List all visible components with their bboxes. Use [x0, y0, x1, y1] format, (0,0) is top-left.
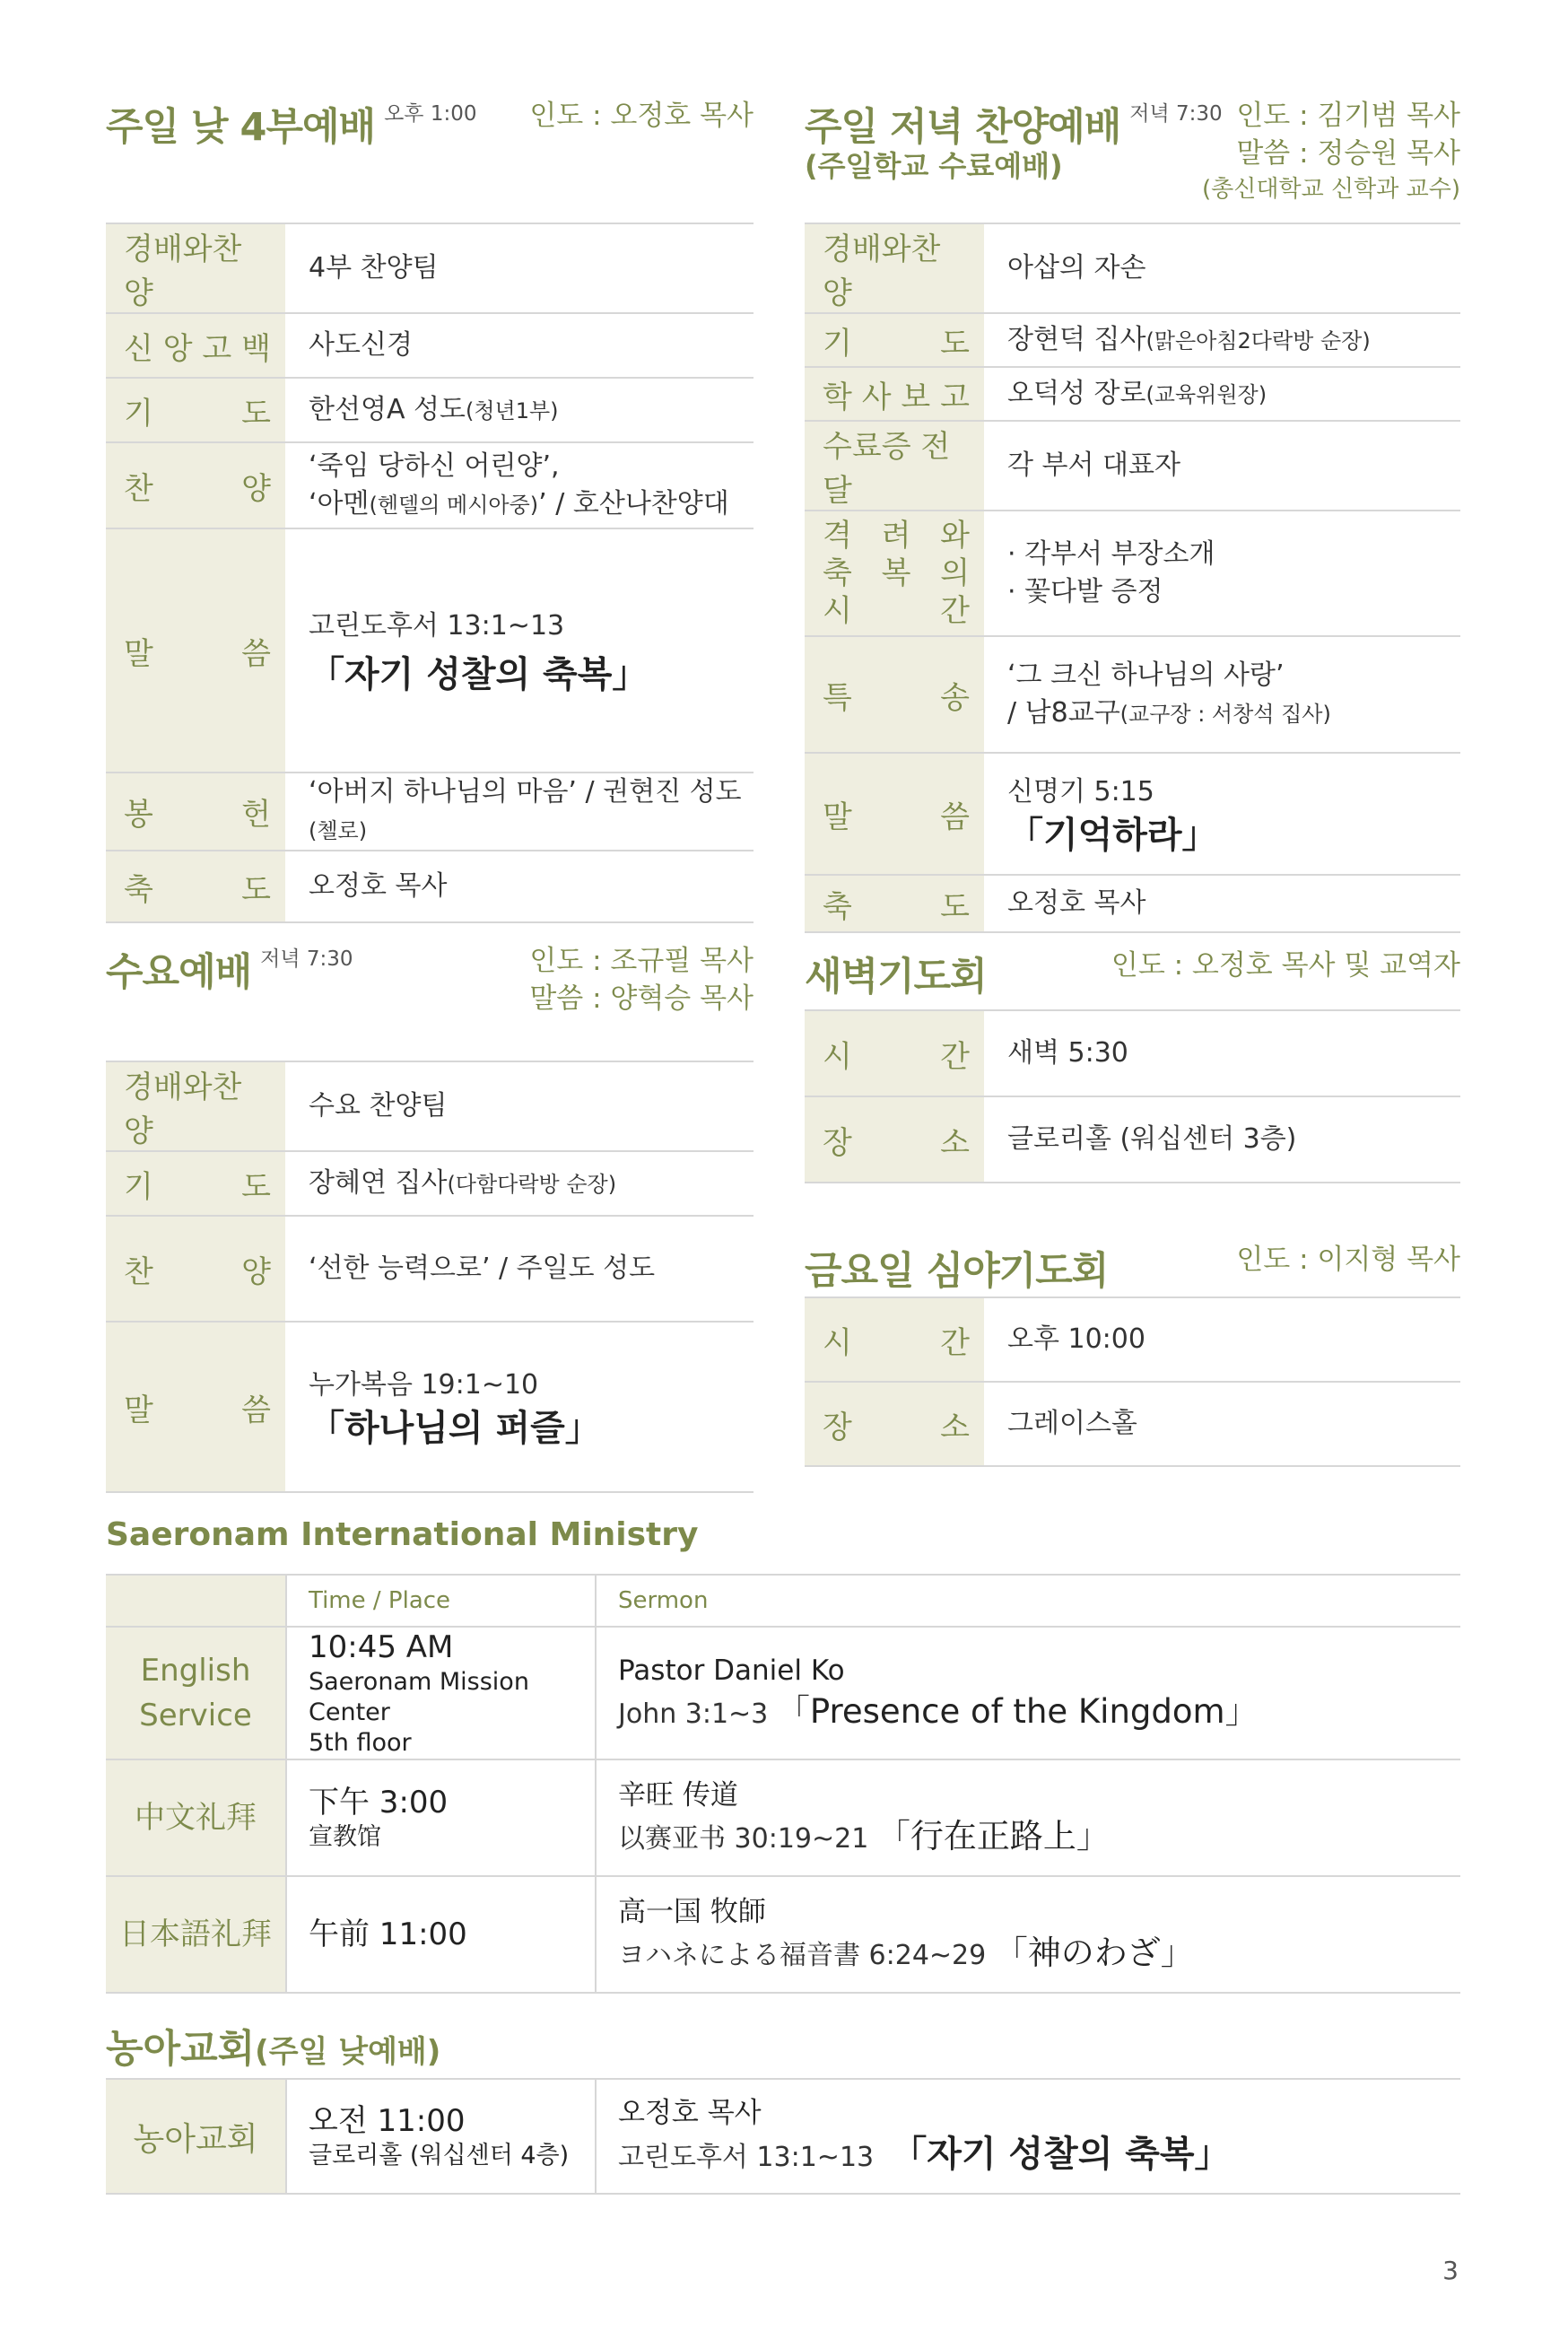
row-value: 오정호 목사 — [984, 875, 1460, 932]
table-row — [805, 1096, 1460, 1183]
dawn-header — [805, 947, 1460, 1009]
row-label: 말 씀 — [106, 528, 285, 773]
section-leader: 인도 : 조규필 목사 말씀 : 양혁승 목사 — [529, 945, 754, 1015]
row-label: 찬 양 — [106, 1216, 285, 1322]
service-time-place: 10:45 AM Saeronam Mission Center 5th floor — [286, 1627, 596, 1759]
row-value — [984, 753, 1460, 875]
table-row — [106, 2079, 1460, 2194]
sermon-title: 「기억하라」 — [1007, 815, 1218, 856]
friday-section — [805, 1241, 1460, 1467]
row-value — [285, 528, 754, 773]
table-row — [805, 875, 1460, 932]
header-blank — [106, 1575, 286, 1627]
dawn-section — [805, 947, 1460, 1183]
service-sermon: 辛旺 传道 以赛亚书 30:19~21 「行在正路上」 — [596, 1759, 1460, 1876]
sunday-evening-section — [805, 97, 1460, 933]
row-label: 장 소 — [805, 1382, 984, 1466]
page-number: 3 — [1442, 2256, 1459, 2285]
service-sermon: 오정호 목사 고린도후서 13:1~13 「자기 성찰의 축복」 — [596, 2079, 1460, 2194]
wednesday-program-table — [106, 1061, 754, 1493]
section-leader: 인도 : 김기범 목사 말씀 : 정승원 목사 (총신대학교 신학과 교수) — [1202, 100, 1460, 203]
row-value: 각 부서 대표자 — [984, 421, 1460, 511]
table-row — [106, 773, 754, 851]
friday-header — [805, 1241, 1460, 1296]
section-title: 주일 저녁 찬양예배 $^{저녁 7:30}$ — [805, 102, 1223, 150]
row-value: ‘그 크신 하나님의 사랑’ / 남8교구(교구장 : 서창석 집사) — [984, 636, 1460, 753]
row-value: ‘선한 능력으로’ / 주일도 성도 — [285, 1216, 754, 1322]
row-label: 경배와찬양 — [106, 1061, 285, 1151]
row-label: 수료증 전달 — [805, 421, 984, 511]
row-value: 오덕성 장로(교육위원장) — [984, 367, 1460, 421]
table-row — [106, 378, 754, 442]
table-row — [805, 1297, 1460, 1382]
nonga-table — [106, 2078, 1460, 2195]
sunday4-program-table — [106, 223, 754, 923]
international-table — [106, 1574, 1460, 1994]
row-value: 오후 10:00 — [984, 1297, 1460, 1382]
table-row — [106, 442, 754, 528]
service-label: 日本語礼拜 — [106, 1876, 286, 1993]
service-time-place: 오전 11:00 글로리홀 (워십센터 4층) — [286, 2079, 596, 2194]
row-label: 장 소 — [805, 1096, 984, 1183]
sermon-title: 「하나님의 퍼즐」 — [309, 1408, 601, 1449]
row-label: 말 씀 — [106, 1322, 285, 1492]
section-title: 새벽기도회 — [805, 955, 987, 1000]
section-title: 주일 낮 4부예배 $^{오후 1:00}$ — [106, 102, 477, 150]
sunday4-section — [106, 97, 754, 923]
row-label: 찬 양 — [106, 442, 285, 528]
table-row — [805, 753, 1460, 875]
row-value: 수요 찬양팀 — [285, 1061, 754, 1151]
scripture-ref: 신명기 5:15 — [1007, 776, 1154, 808]
row-label: 학 사 보 고 — [805, 367, 984, 421]
row-label: 경배와찬양 — [805, 223, 984, 313]
row-value: 그레이스홀 — [984, 1382, 1460, 1466]
row-label: 경배와찬양 — [106, 223, 285, 313]
table-row — [106, 1876, 1460, 1993]
table-row — [106, 1627, 1460, 1759]
service-label: English Service — [106, 1627, 286, 1759]
sunday4-header — [106, 97, 754, 223]
row-value: 오정호 목사 — [285, 851, 754, 922]
international-title: Saeronam International Ministry — [106, 1516, 699, 1553]
nonga-title: 농아교회(주일 낮예배) — [106, 2027, 441, 2072]
table-row — [106, 1216, 754, 1322]
row-value: 4부 찬양팀 — [285, 223, 754, 313]
wednesday-section — [106, 942, 754, 1493]
wednesday-header — [106, 942, 754, 1061]
row-label: 봉 헌 — [106, 773, 285, 851]
friday-program-table — [805, 1296, 1460, 1467]
scripture-ref: 고린도후서 13:1~13 — [309, 610, 565, 642]
row-label: 기 도 — [805, 313, 984, 367]
scripture-ref: 누가복음 19:1~10 — [309, 1369, 539, 1401]
section-subtitle: (주일학교 수료예배) — [805, 149, 1063, 183]
table-row — [106, 528, 754, 773]
row-label: 특 송 — [805, 636, 984, 753]
table-row — [805, 1010, 1460, 1096]
header-sermon: Sermon — [596, 1575, 1460, 1627]
section-time: 저녁 7:30 — [1129, 102, 1223, 126]
row-label: 격 려 와 축 복 의 시 간 — [805, 511, 984, 636]
section-title: 금요일 심야기도회 — [805, 1249, 1109, 1294]
table-row — [805, 636, 1460, 753]
table-row — [106, 1322, 754, 1492]
row-value: · 각부서 부장소개 · 꽃다발 증정 — [984, 511, 1460, 636]
table-row — [805, 421, 1460, 511]
section-time: 저녁 7:30 — [260, 947, 353, 971]
row-value: 아삽의 자손 — [984, 223, 1460, 313]
row-value: 한선영A 성도(청년1부) — [285, 378, 754, 442]
table-row — [106, 1061, 754, 1151]
table-row — [106, 223, 754, 313]
dawn-program-table — [805, 1009, 1460, 1183]
table-row — [805, 313, 1460, 367]
service-sermon: Pastor Daniel Ko John 3:1~3 「Presence of the Kingdom」 — [596, 1627, 1460, 1759]
section-leader: 인도 : 오정호 목사 — [529, 100, 754, 132]
table-row — [805, 367, 1460, 421]
sunday-evening-header — [805, 97, 1460, 223]
service-time-place: 午前 11:00 — [286, 1876, 596, 1993]
table-header-row — [106, 1575, 1460, 1627]
row-label: 기 도 — [106, 1151, 285, 1216]
row-label: 시 간 — [805, 1010, 984, 1096]
table-row — [805, 511, 1460, 636]
row-value: 새벽 5:30 — [984, 1010, 1460, 1096]
row-value: 장현덕 집사(맑은아침2다락방 순장) — [984, 313, 1460, 367]
section-leader: 인도 : 오정호 목사 및 교역자 — [1111, 949, 1460, 982]
row-label: 기 도 — [106, 378, 285, 442]
row-value: 사도신경 — [285, 313, 754, 378]
table-row — [106, 1151, 754, 1216]
header-time-place: Time / Place — [286, 1575, 596, 1627]
sunday-evening-program-table — [805, 223, 1460, 933]
service-label: 농아교회 — [106, 2079, 286, 2194]
sermon-title: 「자기 성찰의 축복」 — [309, 654, 649, 695]
section-title: 수요예배 $^{저녁 7:30}$ — [106, 947, 353, 995]
row-value — [285, 1322, 754, 1492]
row-label: 시 간 — [805, 1297, 984, 1382]
table-row — [805, 1382, 1460, 1466]
row-label: 신 앙 고 백 — [106, 313, 285, 378]
section-leader: 인도 : 이지형 목사 — [1236, 1244, 1460, 1276]
table-row — [106, 1759, 1460, 1876]
service-sermon: 高一国 牧師 ヨハネによる福音書 6:24~29 「神のわざ」 — [596, 1876, 1460, 1993]
table-row — [805, 223, 1460, 313]
row-value: 글로리홀 (워십센터 3층) — [984, 1096, 1460, 1183]
row-label: 축 도 — [106, 851, 285, 922]
row-label: 말 씀 — [805, 753, 984, 875]
table-row — [106, 313, 754, 378]
service-label: 中文礼拜 — [106, 1759, 286, 1876]
row-value: ‘아버지 하나님의 마음’ / 권현진 성도(첼로) — [285, 773, 754, 851]
service-time-place: 下午 3:00 宣教馆 — [286, 1759, 596, 1876]
row-value: 장혜연 집사(다함다락방 순장) — [285, 1151, 754, 1216]
table-row — [106, 851, 754, 922]
section-time: 오후 1:00 — [384, 102, 477, 126]
row-value: ‘죽임 당하신 어린양’, ‘아멘(헨델의 메시아중)’ / 호산나찬양대 — [285, 442, 754, 528]
row-label: 축 도 — [805, 875, 984, 932]
